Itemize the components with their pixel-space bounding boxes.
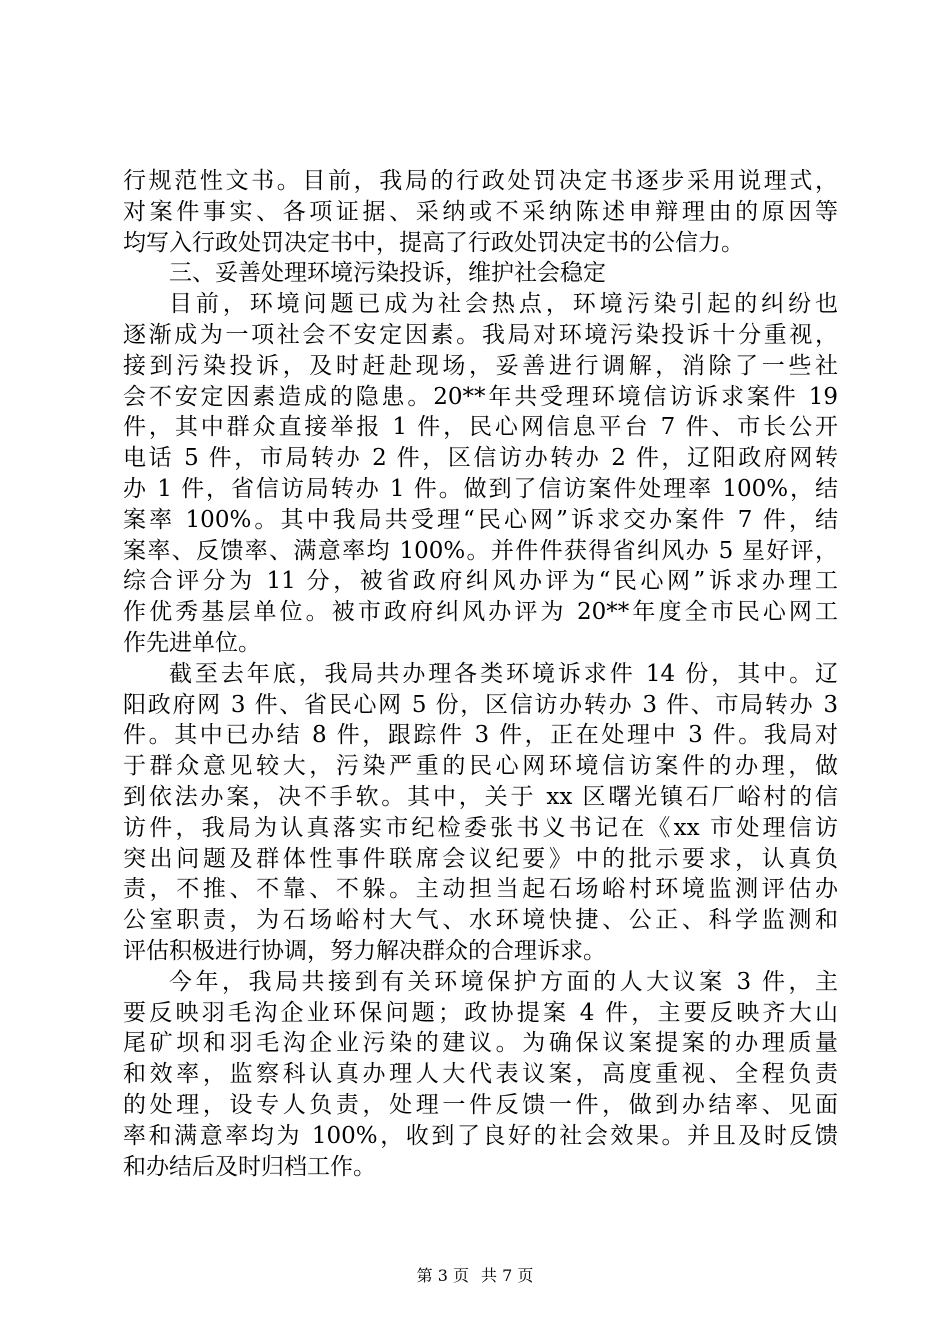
text-line: 三、妥善处理环境污染投诉，维护社会稳定 xyxy=(169,260,606,287)
text-line: 和办结后及时归档工作。 xyxy=(123,1153,376,1180)
text-line: 突出问题及群体性事件联席会议纪要》中的批示要求，认真负 xyxy=(123,845,838,872)
page-footer xyxy=(0,1266,950,1286)
text-line: 的处理，设专人负责，处理一件反馈一件，做到办结率、见面 xyxy=(123,1091,838,1118)
document-body xyxy=(123,166,838,1182)
text-line: 责，不推、不靠、不躲。主动担当起石场峪村环境监测评估办 xyxy=(123,876,838,903)
text-line: 办 1 件，省信访局转办 1 件。做到了信访案件处理率 100%，结 xyxy=(123,475,838,502)
text-line: 件，其中群众直接举报 1 件，民心网信息平台 7 件、市长公开 xyxy=(123,414,838,441)
text-line: 评估积极进行协调，努力解决群众的合理诉求。 xyxy=(123,937,606,964)
text-line: 逐渐成为一项社会不安定因素。我局对环境污染投诉十分重视， xyxy=(123,321,838,348)
page-total: 共 7 页 xyxy=(481,1266,534,1285)
text-line: 会不安定因素造成的隐患。20**年共受理环境信访诉求案件 19 xyxy=(123,383,838,410)
text-line: 案率、反馈率、满意率均 100%。并件件获得省纠风办 5 星好评， xyxy=(123,537,838,564)
text-line: 访件，我局为认真落实市纪检委张书义书记在《xx 市处理信访 xyxy=(123,814,838,841)
text-line: 件。其中已办结 8 件，跟踪件 3 件，正在处理中 3 件。我局对 xyxy=(123,722,838,749)
text-line: 公室职责，为石场峪村大气、水环境快捷、公正、科学监测和 xyxy=(123,907,838,934)
text-line: 截至去年底，我局共办理各类环境诉求件 14 份，其中。辽 xyxy=(169,660,838,687)
text-line: 均写入行政处罚决定书中，提高了行政处罚决定书的公信力。 xyxy=(123,229,744,256)
text-line: 今年，我局共接到有关环境保护方面的人大议案 3 件，主 xyxy=(169,968,838,995)
text-line: 行规范性文书。目前，我局的行政处罚决定书逐步采用说理式， xyxy=(123,168,838,194)
text-line: 接到污染投诉，及时赶赴现场，妥善进行调解，消除了一些社 xyxy=(123,352,838,379)
page-number: 第 3 页 xyxy=(416,1266,469,1285)
text-line: 到依法办案，决不手软。其中，关于 xx 区曙光镇石厂峪村的信 xyxy=(123,783,838,810)
text-line: 目前，环境问题已成为社会热点，环境污染引起的纠纷也 xyxy=(169,291,838,318)
text-line: 电话 5 件，市局转办 2 件，区信访办转办 2 件，辽阳政府网转 xyxy=(123,445,838,472)
text-line: 案率 100%。其中我局共受理“民心网”诉求交办案件 7 件，结 xyxy=(123,506,838,533)
text-line: 作先进单位。 xyxy=(123,629,261,656)
text-line: 率和满意率均为 100%，收到了良好的社会效果。并且及时反馈 xyxy=(123,1122,838,1149)
text-line: 综合评分为 11 分，被省政府纠风办评为“民心网”诉求办理工 xyxy=(123,568,838,595)
text-line: 阳政府网 3 件、省民心网 5 份，区信访办转办 3 件、市局转办 3 xyxy=(123,691,838,718)
text-line: 尾矿坝和羽毛沟企业污染的建议。为确保议案提案的办理质量 xyxy=(123,1030,838,1057)
text-line: 对案件事实、各项证据、采纳或不采纳陈述申辩理由的原因等 xyxy=(123,198,838,225)
text-line: 和效率，监察科认真办理人大代表议案，高度重视、全程负责 xyxy=(123,1061,838,1088)
text-line: 于群众意见较大，污染严重的民心网环境信访案件的办理，做 xyxy=(123,753,838,780)
text-line: 作优秀基层单位。被市政府纠风办评为 20**年度全市民心网工 xyxy=(123,599,838,626)
text-line: 要反映羽毛沟企业环保问题；政协提案 4 件，主要反映齐大山 xyxy=(123,999,838,1026)
